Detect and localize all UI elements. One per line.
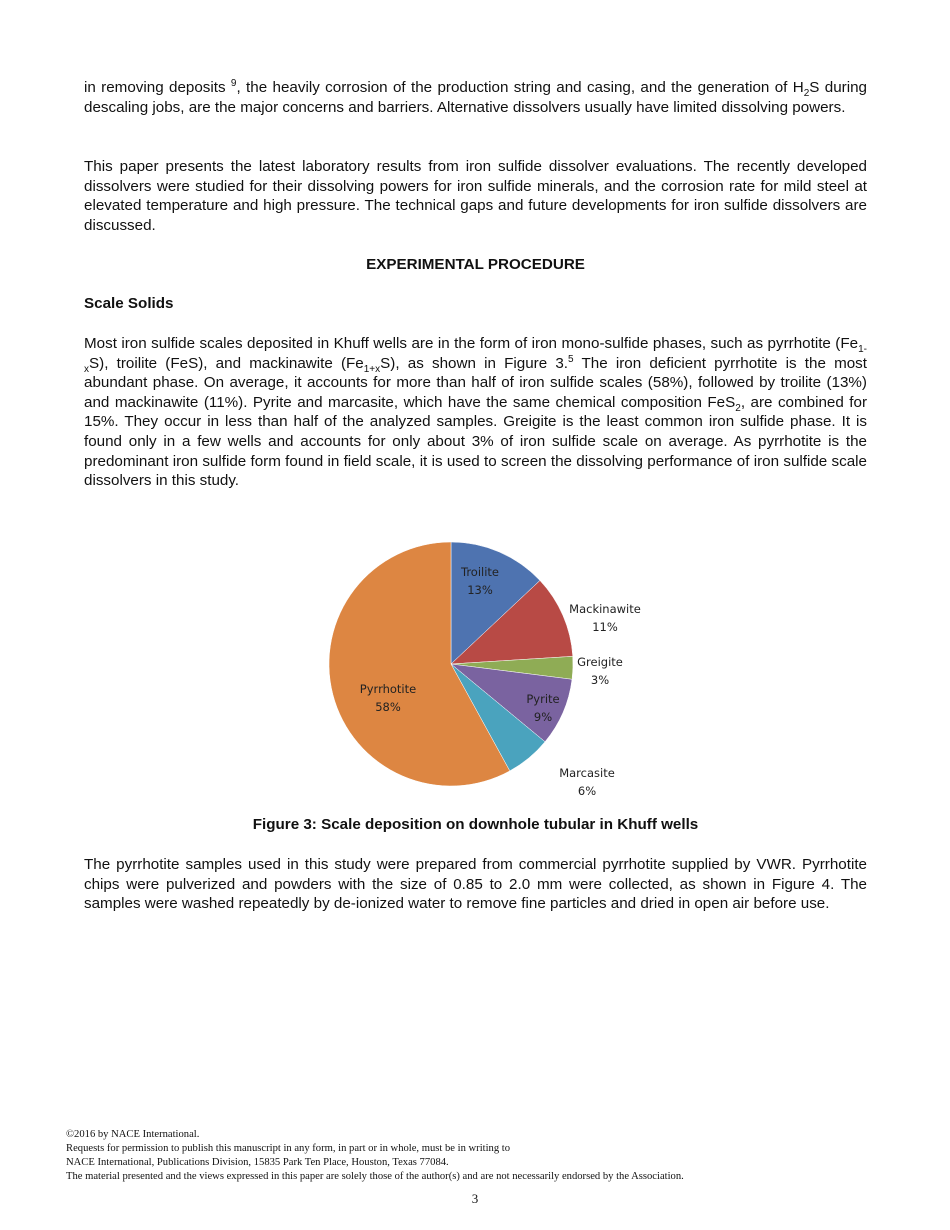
pie-value-greigite: 3% <box>590 673 610 687</box>
pie-value-marcasite: 6% <box>577 784 597 798</box>
section-heading: EXPERIMENTAL PROCEDURE <box>366 256 585 273</box>
pie-chart <box>320 536 650 806</box>
pie-value-mackinawite: 11% <box>592 620 618 634</box>
pie-value-pyrrhotite: 58% <box>375 700 401 714</box>
paragraph-scale-solids: Most iron sulfide scales deposited in Khuff wells are in the form of iron mono-sulfide phases, such as pyrrhotite $(Fe_{1-x}S)$, troilite (FeS), and mackinawite $(Fe_{1+x}S)$, as shown in Figure 3.$^5$ The iron deficient pyrrhotite is the most abundant phase. On average, it accounts for more than half of iron sulfide scales (58%), followed by troilite (13%) and mackinawite (11%). Pyrite and marcasite, which have the same chemical composition FeS$_2$, are combined for 15%. They occur in less than half of the analyzed samples. Greigite is the least common iron sulfide phase. It is found only in a few wells and accounts for only about 3% of iron sulfide scale on average. As pyrrhotite is the predominant iron sulfide form found in field scale, it is used to screen the dissolving performance of iron sulfide scale dissolvers in this study. <box>84 335 868 490</box>
paragraph-paper-scope: This paper presents the latest laboratory results from iron sulfide dissolver evaluations. The recently developed dissolvers were studied for their dissolving powers for iron sulfide minerals, and the corrosion rate for mild steel at elevated temperature and high pressure. The technical gaps and future developments for iron sulfide dissolvers are discussed. <box>84 158 867 234</box>
pie-label-troilite: Troilite <box>460 565 500 579</box>
pie-label-pyrrhotite: Pyrrhotite <box>359 682 417 696</box>
copyright-footer <box>66 1128 896 1184</box>
subsection-heading: Scale Solids <box>84 295 174 312</box>
page-number: 3 <box>471 1191 479 1206</box>
footer-disclaimer: The material presented and the views expressed in this paper are solely those of the author(s) and are not necessarily endorsed by the Association. <box>66 1171 684 1182</box>
pie-label-greigite: Greigite <box>577 655 623 669</box>
pie-label-marcasite: Marcasite <box>559 766 615 780</box>
pie-label-mackinawite: Mackinawite <box>569 602 641 616</box>
footer-copyright: ©2016 by NACE International. <box>66 1129 200 1140</box>
paragraph-intro-continued: in removing deposits $^9$, the heavily corrosion of the production string and casing, and the generation of $H_2S$ during descaling jobs, are the major concerns and barriers. Alternative dissolvers usually have limited dissolving powers. <box>84 77 867 116</box>
footer-permission: Requests for permission to publish this manuscript in any form, in part or in whole, must be in writing to <box>66 1143 511 1154</box>
pie-value-pyrite: 9% <box>533 710 553 724</box>
footer-address: NACE International, Publications Division, 15835 Park Ten Place, Houston, Texas 77084. <box>66 1157 449 1168</box>
figure-caption: Figure 3: Scale deposition on downhole tubular in Khuff wells <box>252 816 699 833</box>
paragraph-pyrrhotite-samples: The pyrrhotite samples used in this study were prepared from commercial pyrrhotite supplied by VWR. Pyrrhotite chips were pulverized and powders with the size of 0.85 to 2.0 mm were collected, as shown in Figure 4. The samples were washed repeatedly by de-ionized water to remove fine particles and dried in open air before use. <box>84 856 867 913</box>
pie-value-troilite: 13% <box>467 583 493 597</box>
pie-label-pyrite: Pyrite <box>526 692 560 706</box>
